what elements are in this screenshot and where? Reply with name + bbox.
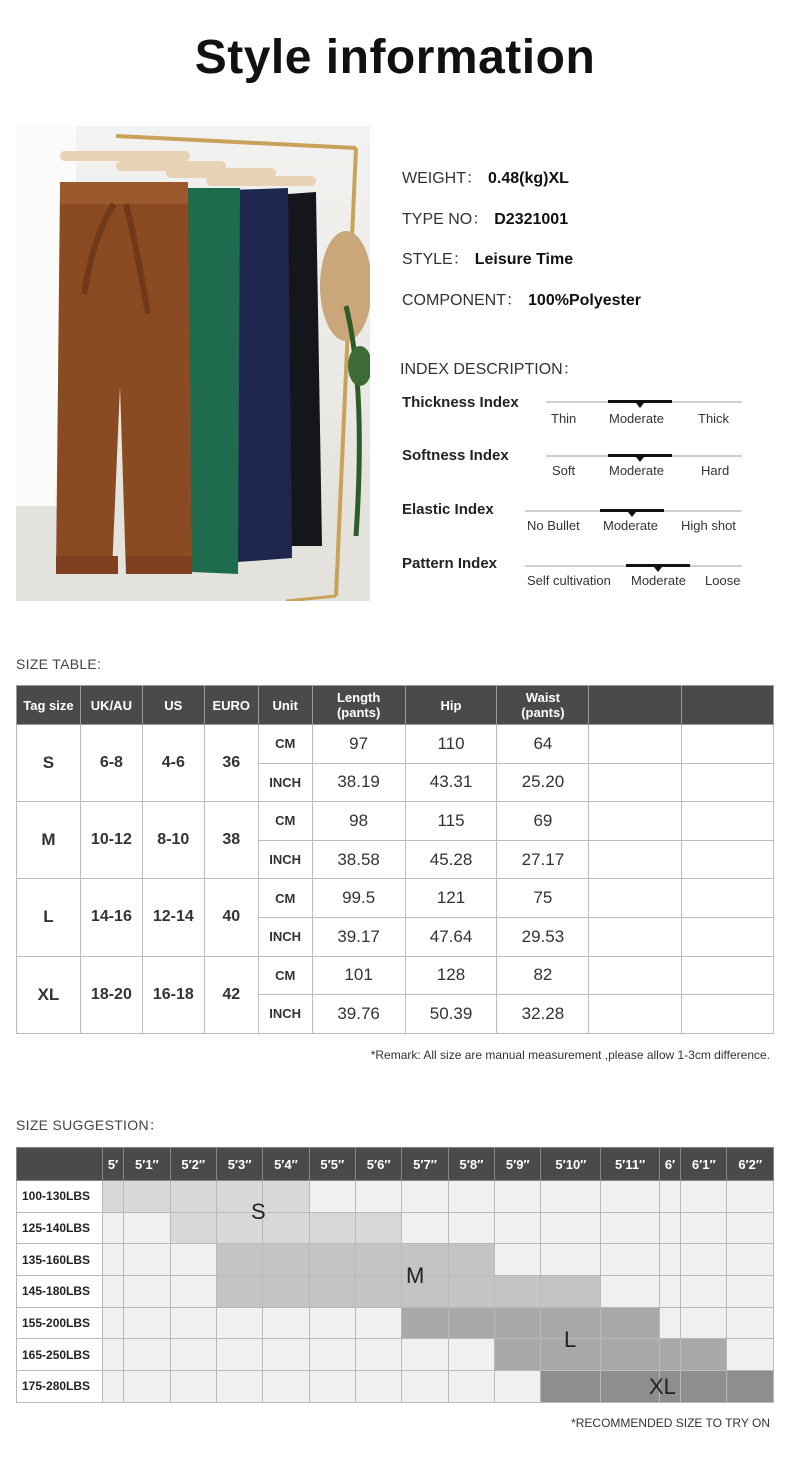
empty-cell (103, 1276, 124, 1308)
col-waist-sub: (pants) (521, 705, 565, 720)
euro-cell: 40 (204, 879, 258, 956)
us-cell: 4-6 (142, 725, 204, 802)
empty-cell (495, 1371, 541, 1403)
col-hip: Hip (405, 686, 497, 725)
zone-label-m: M (406, 1263, 425, 1288)
suggestion-header (17, 1148, 774, 1181)
empty-cell (356, 1181, 402, 1213)
zone-cell-m (216, 1276, 262, 1308)
col-ukau: UK/AU (80, 686, 142, 725)
empty-cell (170, 1307, 216, 1339)
softness-option-mid: Moderate (609, 463, 664, 478)
length-inch-cell: 39.76 (312, 995, 405, 1034)
empty-cell (659, 1181, 680, 1213)
size-suggestion-table (16, 1147, 774, 1403)
empty-cell (727, 1212, 774, 1244)
empty-cell (601, 1244, 660, 1276)
zone-cell-s (356, 1212, 402, 1244)
length-inch-cell: 39.17 (312, 917, 405, 956)
empty-cell (682, 725, 774, 764)
col-unit: Unit (258, 686, 312, 725)
empty-cell (263, 1339, 309, 1371)
hip-cm-cell: 121 (405, 879, 497, 918)
empty-cell (727, 1181, 774, 1213)
empty-cell (681, 1307, 727, 1339)
empty-cell (170, 1276, 216, 1308)
hip-cm-cell: 110 (405, 725, 497, 764)
empty-cell (124, 1371, 170, 1403)
empty-cell (309, 1371, 355, 1403)
empty-cell (682, 956, 774, 995)
pattern-option-mid: Moderate (631, 573, 686, 588)
empty-cell (682, 802, 774, 841)
empty-cell (541, 1181, 601, 1213)
zone-cell-xl (727, 1371, 774, 1403)
zone-cell-s (103, 1181, 124, 1213)
size-suggestion-heading: SIZE SUGGESTION： (16, 1117, 164, 1133)
empty-cell (589, 802, 682, 841)
unit-cell: INCH (258, 917, 312, 956)
zone-cell-s (263, 1181, 309, 1213)
empty-cell (589, 879, 682, 918)
empty-cell (448, 1181, 494, 1213)
empty-cell (103, 1339, 124, 1371)
zone-cell-l (681, 1339, 727, 1371)
elastic-pointer-icon (628, 512, 636, 517)
pattern-option-low: Self cultivation (527, 573, 611, 588)
thickness-pointer-icon (636, 403, 644, 408)
height-col-header: 5′6″ (356, 1148, 402, 1181)
col-tag-size: Tag size (17, 686, 81, 725)
elastic-option-high: High shot (681, 518, 736, 533)
empty-cell (402, 1212, 448, 1244)
height-col-header: 5′7″ (402, 1148, 448, 1181)
weight-row-header: 155-200LBS (17, 1307, 103, 1339)
recommended-note: *RECOMMENDED SIZE TO TRY ON (571, 1416, 770, 1430)
product-photo (16, 126, 370, 601)
empty-cell (356, 1371, 402, 1403)
zone-cell-m (309, 1276, 355, 1308)
length-cm-cell: 98 (312, 802, 405, 841)
height-col-header: 6′2″ (727, 1148, 774, 1181)
empty-cell (495, 1181, 541, 1213)
length-cm-cell: 101 (312, 956, 405, 995)
empty-cell (309, 1307, 355, 1339)
empty-cell (659, 1244, 680, 1276)
empty-cell (682, 917, 774, 956)
size-row-cm (17, 956, 774, 995)
unit-cell: CM (258, 879, 312, 918)
weight-row (17, 1181, 774, 1213)
col-us: US (142, 686, 204, 725)
elastic-option-low: No Bullet (527, 518, 580, 533)
empty-cell (495, 1244, 541, 1276)
empty-cell (681, 1244, 727, 1276)
softness-option-high: Hard (701, 463, 730, 478)
empty-cell (124, 1276, 170, 1308)
size-tag-cell: S (17, 725, 81, 802)
weight-row (402, 165, 569, 188)
hip-cm-cell: 128 (405, 956, 497, 995)
zone-cell-l (601, 1307, 660, 1339)
zone-cell-l (495, 1339, 541, 1371)
empty-cell (263, 1371, 309, 1403)
weight-row-header: 135-160LBS (17, 1244, 103, 1276)
us-cell: 12-14 (142, 879, 204, 956)
waist-cm-cell: 64 (497, 725, 589, 764)
suggestion-body (17, 1181, 774, 1403)
zone-label-l: L (564, 1327, 577, 1352)
col-euro: EURO (204, 686, 258, 725)
euro-cell: 38 (204, 802, 258, 879)
height-col-header: 5′1″ (124, 1148, 170, 1181)
height-col-header: 5′8″ (448, 1148, 494, 1181)
col-length-sub: (pants) (336, 705, 381, 720)
hip-inch-cell: 43.31 (405, 763, 497, 802)
pattern-index-label: Pattern Index (402, 555, 498, 572)
hip-inch-cell: 47.64 (405, 917, 497, 956)
ukau-cell: 14-16 (80, 879, 142, 956)
zone-cell-m (356, 1244, 402, 1276)
unit-cell: CM (258, 725, 312, 764)
empty-cell (589, 840, 682, 879)
empty-cell (659, 1276, 680, 1308)
height-col-header: 5′5″ (309, 1148, 355, 1181)
empty-cell (124, 1212, 170, 1244)
weight-row (17, 1276, 774, 1308)
length-cm-cell: 99.5 (312, 879, 405, 918)
empty-cell (601, 1181, 660, 1213)
empty-cell (309, 1181, 355, 1213)
col-length (312, 686, 405, 725)
size-table-heading: SIZE TABLE: (16, 656, 102, 672)
col-waist-label: Waist (525, 690, 560, 705)
empty-cell (402, 1371, 448, 1403)
size-row-cm (17, 802, 774, 841)
empty-cell (124, 1307, 170, 1339)
zone-cell-m (541, 1276, 601, 1308)
col-empty-1 (589, 686, 682, 725)
zone-cell-s (170, 1181, 216, 1213)
weight-row (17, 1339, 774, 1371)
waist-cm-cell: 75 (497, 879, 589, 918)
empty-cell (170, 1244, 216, 1276)
empty-cell (495, 1212, 541, 1244)
empty-cell (682, 763, 774, 802)
empty-cell (659, 1307, 680, 1339)
hip-cm-cell: 115 (405, 802, 497, 841)
empty-cell (356, 1307, 402, 1339)
empty-cell (309, 1339, 355, 1371)
empty-cell (659, 1212, 680, 1244)
size-tag-cell: L (17, 879, 81, 956)
hip-inch-cell: 50.39 (405, 995, 497, 1034)
weight-row-header: 165-250LBS (17, 1339, 103, 1371)
thickness-option-mid: Moderate (609, 411, 664, 426)
zone-cell-m (309, 1244, 355, 1276)
empty-cell (103, 1244, 124, 1276)
size-table-body (17, 725, 774, 1034)
empty-cell (216, 1339, 262, 1371)
thickness-option-low: Thin (551, 411, 577, 426)
empty-cell (682, 840, 774, 879)
col-waist (497, 686, 589, 725)
empty-cell (124, 1244, 170, 1276)
waist-inch-cell: 29.53 (497, 917, 589, 956)
euro-cell: 36 (204, 725, 258, 802)
size-row-cm (17, 725, 774, 764)
component-label: COMPONENT： (402, 292, 523, 309)
size-tag-cell: XL (17, 956, 81, 1033)
us-cell: 16-18 (142, 956, 204, 1033)
empty-cell (727, 1307, 774, 1339)
size-row-cm (17, 879, 774, 918)
hip-inch-cell: 45.28 (405, 840, 497, 879)
weight-value: 0.48(kg)XL (488, 170, 569, 187)
height-col-header: 6′ (659, 1148, 680, 1181)
empty-cell (682, 879, 774, 918)
zone-cell-l (448, 1307, 494, 1339)
ukau-cell: 18-20 (80, 956, 142, 1033)
empty-cell (589, 917, 682, 956)
empty-cell (589, 725, 682, 764)
softness-pointer-icon (636, 457, 644, 462)
empty-cell (541, 1244, 601, 1276)
zone-cell-m (356, 1276, 402, 1308)
empty-cell (727, 1276, 774, 1308)
length-cm-cell: 97 (312, 725, 405, 764)
component-row (402, 287, 641, 310)
suggestion-corner (17, 1148, 103, 1181)
empty-cell (402, 1339, 448, 1371)
waist-inch-cell: 27.17 (497, 840, 589, 879)
page-title: Style information (194, 31, 596, 84)
empty-cell (448, 1212, 494, 1244)
weight-row (17, 1244, 774, 1276)
empty-cell (727, 1339, 774, 1371)
unit-cell: INCH (258, 840, 312, 879)
empty-cell (216, 1307, 262, 1339)
empty-cell (681, 1212, 727, 1244)
us-cell: 8-10 (142, 802, 204, 879)
softness-index-label: Softness Index (402, 447, 509, 464)
height-col-header: 5′11″ (601, 1148, 660, 1181)
weight-row (17, 1212, 774, 1244)
weight-row-header: 175-280LBS (17, 1371, 103, 1403)
length-inch-cell: 38.19 (312, 763, 405, 802)
thickness-index-label: Thickness Index (402, 394, 519, 411)
empty-cell (216, 1371, 262, 1403)
weight-row-header: 145-180LBS (17, 1276, 103, 1308)
height-col-header: 5′ (103, 1148, 124, 1181)
style-row (402, 246, 573, 269)
empty-cell (103, 1307, 124, 1339)
empty-cell (727, 1244, 774, 1276)
weight-row-header: 100-130LBS (17, 1181, 103, 1213)
empty-cell (103, 1212, 124, 1244)
empty-cell (402, 1181, 448, 1213)
col-length-label: Length (336, 690, 381, 705)
pattern-pointer-icon (654, 567, 662, 572)
zone-cell-m (448, 1244, 494, 1276)
zone-cell-l (659, 1339, 680, 1371)
empty-cell (589, 956, 682, 995)
col-empty-2 (682, 686, 774, 725)
unit-cell: INCH (258, 995, 312, 1034)
zone-cell-xl (681, 1371, 727, 1403)
type-row (402, 206, 568, 229)
height-col-header: 5′2″ (170, 1148, 216, 1181)
empty-cell (170, 1371, 216, 1403)
empty-cell (601, 1212, 660, 1244)
zone-label-s: S (251, 1199, 266, 1224)
zone-cell-s (170, 1212, 216, 1244)
empty-cell (103, 1371, 124, 1403)
size-table-header (17, 686, 774, 725)
empty-cell (682, 995, 774, 1034)
zone-cell-m (263, 1244, 309, 1276)
unit-cell: CM (258, 956, 312, 995)
component-value: 100%Polyester (528, 292, 641, 309)
empty-cell (589, 763, 682, 802)
empty-cell (601, 1276, 660, 1308)
height-col-header: 5′10″ (541, 1148, 601, 1181)
zone-cell-m (495, 1276, 541, 1308)
weight-row (17, 1307, 774, 1339)
softness-option-low: Soft (552, 463, 576, 478)
height-col-header: 5′9″ (495, 1148, 541, 1181)
ukau-cell: 6-8 (80, 725, 142, 802)
zone-cell-m (448, 1276, 494, 1308)
unit-cell: INCH (258, 763, 312, 802)
waist-cm-cell: 82 (497, 956, 589, 995)
empty-cell (263, 1307, 309, 1339)
zone-cell-m (216, 1244, 262, 1276)
waist-inch-cell: 32.28 (497, 995, 589, 1034)
zone-cell-m (263, 1276, 309, 1308)
zone-cell-s (263, 1212, 309, 1244)
zone-label-xl: XL (649, 1374, 676, 1399)
empty-cell (589, 995, 682, 1034)
empty-cell (124, 1339, 170, 1371)
waist-cm-cell: 69 (497, 802, 589, 841)
empty-cell (170, 1339, 216, 1371)
style-label: STYLE： (402, 251, 469, 268)
elastic-option-mid: Moderate (603, 518, 658, 533)
height-col-header: 5′3″ (216, 1148, 262, 1181)
empty-cell (541, 1212, 601, 1244)
zone-cell-l (601, 1339, 660, 1371)
thickness-option-high: Thick (698, 411, 730, 426)
size-table (16, 685, 774, 1034)
zone-cell-s (124, 1181, 170, 1213)
empty-cell (448, 1371, 494, 1403)
type-label: TYPE NO： (402, 211, 489, 228)
zone-cell-xl (541, 1371, 601, 1403)
weight-label: WEIGHT： (402, 170, 482, 187)
elastic-index-label: Elastic Index (402, 501, 494, 518)
empty-cell (356, 1339, 402, 1371)
weight-row-header: 125-140LBS (17, 1212, 103, 1244)
size-tag-cell: M (17, 802, 81, 879)
waist-inch-cell: 25.20 (497, 763, 589, 802)
zone-cell-s (309, 1212, 355, 1244)
empty-cell (681, 1181, 727, 1213)
empty-cell (681, 1276, 727, 1308)
empty-cell (448, 1339, 494, 1371)
pattern-option-high: Loose (705, 573, 741, 588)
zone-cell-l (402, 1307, 448, 1339)
height-col-header: 6′1″ (681, 1148, 727, 1181)
type-value: D2321001 (494, 211, 569, 228)
zone-cell-l (495, 1307, 541, 1339)
unit-cell: CM (258, 802, 312, 841)
remark-note: *Remark: All size are manual measurement ,please allow 1-3cm difference. (370, 1048, 770, 1062)
euro-cell: 42 (204, 956, 258, 1033)
style-value: Leisure Time (474, 251, 574, 268)
ukau-cell: 10-12 (80, 802, 142, 879)
length-inch-cell: 38.58 (312, 840, 405, 879)
height-col-header: 5′4″ (263, 1148, 309, 1181)
index-description-heading: INDEX DESCRIPTION： (400, 361, 579, 378)
